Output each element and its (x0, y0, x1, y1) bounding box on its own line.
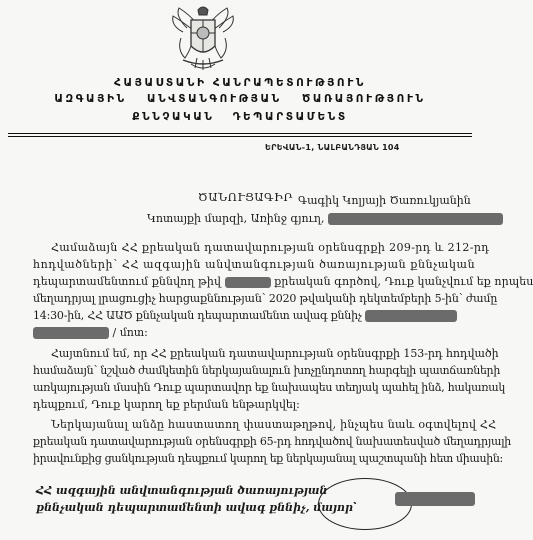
body-line-3 (33, 275, 533, 288)
body-line-12 (33, 435, 511, 448)
redacted-block (328, 213, 503, 225)
signature-title-line-2: քննչական դեպարտամենտի ավագ քննիչ, մայոր՝ (36, 501, 357, 514)
header-rule-top (8, 133, 472, 134)
header-service: ԱԶԳԱՅԻՆ ԱՆՎՏԱՆԳՈՒԹՅԱՆ ԾԱՌԱՅՈՒԹՅՈՒՆ (54, 93, 426, 105)
signature-title-line-1: ՀՀ ազգային անվտանգության ծառայության (36, 484, 328, 497)
armenia-coat-of-arms-icon (167, 2, 239, 74)
redacted-block (33, 327, 109, 339)
recipient-address (147, 212, 503, 225)
body-line-7-text: Հայտնում եմ, որ ՀՀ քրեական դատավարության օրենսգրքի 153-րդ հոդվածի (51, 347, 499, 360)
body-line-13-text: իրավունքից ցանկության դեպքում կարող եք ներկայանալ պաշտպանի հետ միասին: (33, 452, 503, 465)
body-line-12-text: քրեական դատավարության օրենսգրքի 65-րդ հոդվածով նախատեսված մեղադրյալի (33, 435, 512, 448)
body-line-4 (33, 292, 497, 305)
redacted-case-number (225, 277, 271, 288)
body-line-2-text: հոդվածների՝ ՀՀ ազգային անվտանգության ծառայության քննչական (33, 258, 476, 271)
body-line-5-text: 14:30-ին, ՀՀ ԱԱԾ քննչական դեպարտամենտ ավագ քննիչ (33, 309, 362, 322)
body-line-1 (51, 241, 489, 254)
department-address: ԵՐԵՎԱՆ-1, ՆԱԼԲԱՆԴՅԱՆ 104 (265, 143, 400, 152)
body-line-10 (33, 398, 300, 411)
body-line-8 (33, 364, 500, 377)
body-line-5 (33, 309, 457, 322)
body-line-4-text: մեղադրյալ լրացուցիչ հարցաքննության՝ 2020 թվականի դեկտեմբերի 5-ին՝ ժամը (33, 292, 498, 305)
body-line-6 (33, 326, 148, 339)
body-line-6-text: / մոտ: (112, 326, 148, 339)
body-line-2 (33, 258, 475, 271)
body-line-3-text-b: քրեական գործով, Դուք կանչվում եք որպես (274, 275, 533, 288)
body-line-11-text: Ներկայանալ անձը հաստատող փաստաթղթով, ինչպես նաև օգտվելով ՀՀ (51, 418, 497, 431)
redacted-signature-name (395, 492, 475, 506)
body-line-10-text: դեպքում, Դուք կարող եք բերման ենթարկվել: (33, 398, 300, 411)
header-department: ՔՆՆՉԱԿԱՆ ԴԵՊԱՐՏԱՄԵՆՏ (132, 111, 348, 123)
document-title: ԾԱՆՈՒՑԱԳԻՐ (198, 190, 293, 204)
body-line-13 (33, 452, 503, 465)
body-line-11 (51, 418, 496, 431)
header-rule-bottom (8, 136, 472, 137)
header-country: ՀԱՅԱՍՏԱՆԻ ՀԱՆՐԱՊԵՏՈՒԹՅՈՒՆ (114, 77, 366, 89)
body-line-7 (51, 347, 499, 360)
body-line-1-text: Համաձայն ՀՀ քրեական դատավարության օրենսգրքի 209-րդ և 212-րդ (51, 241, 490, 254)
body-line-8-text: համաձայն՝ նշված ժամկետին ներկայանալուն խոչընդոտող հարգելի պատճառների (33, 364, 501, 377)
recipient-name: Գագիկ Կոլյայի Ծառուկյանին (298, 194, 471, 207)
recipient-address-text: Կոտայքի մարզի, Առինջ գյուղ, (147, 212, 325, 225)
body-line-9-text: առկայության մասին Դուք պարտավոր եք նախապես տեղյակ պահել ինձ, հակառակ (33, 381, 505, 394)
redacted-investigator-name (365, 310, 457, 322)
body-line-3-text-a: դեպարտամենտում քննվող թիվ (33, 275, 221, 288)
body-line-9 (33, 381, 505, 394)
